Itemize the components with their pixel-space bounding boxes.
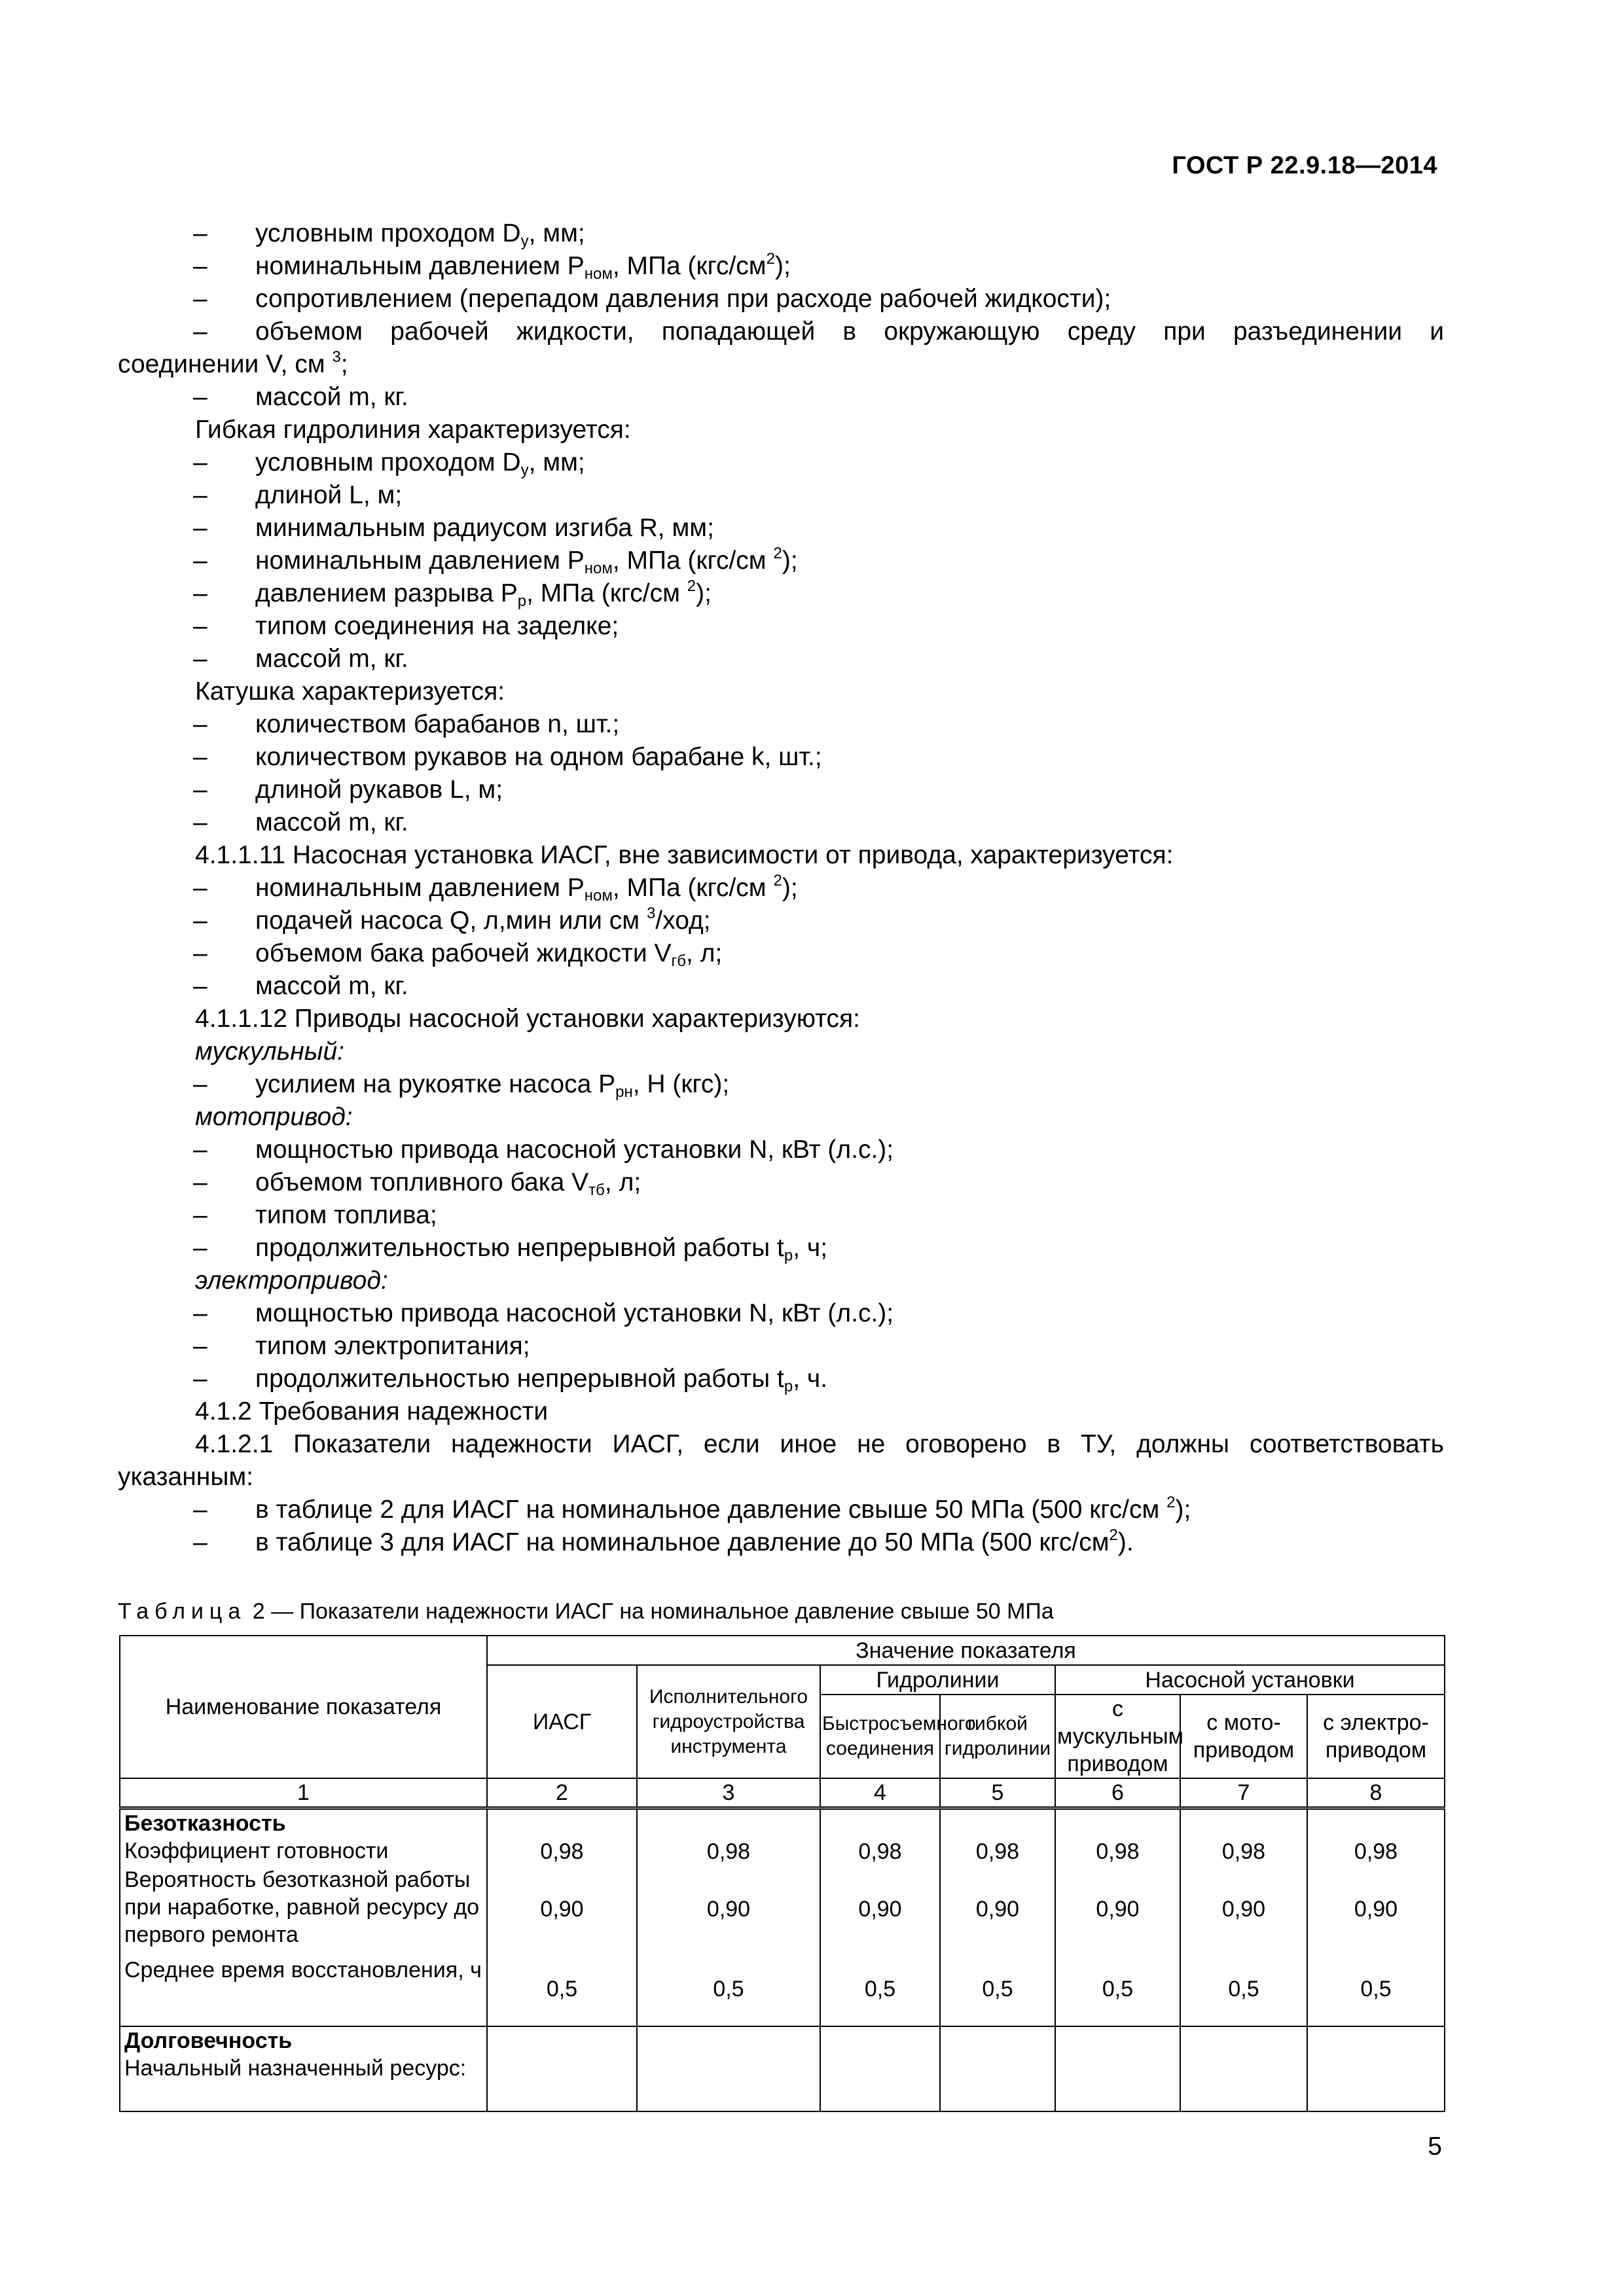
list-item: [118, 479, 1444, 512]
list-item: [118, 545, 1444, 577]
dash: –: [193, 645, 208, 673]
document-code: ГОСТ Р 22.9.18—2014: [1172, 152, 1437, 179]
subscript: р: [784, 1378, 793, 1395]
item-text: , л;: [686, 939, 723, 967]
dash: –: [193, 1201, 208, 1229]
value-cell: [637, 2026, 820, 2111]
item-text: , л;: [604, 1168, 641, 1196]
header-motor: с мото-приводом: [1180, 1695, 1307, 1778]
list-item: [118, 741, 1444, 774]
dash: –: [193, 579, 208, 607]
item-text: усилием на рукоятке насоса Р: [255, 1070, 616, 1098]
drive-label: электропривод:: [195, 1266, 388, 1295]
value-cell: 0,98 0,90 0,5: [1307, 1808, 1445, 2027]
column-number: 7: [1180, 1778, 1307, 1808]
item-text: , мм;: [528, 219, 585, 247]
value-cell: 0,98 0,90 0,5: [820, 1808, 940, 2027]
section-title: 4.1.1.12 Приводы насосной установки характеризуются:: [195, 1005, 860, 1033]
value-cell: [820, 2026, 940, 2111]
list-item: [118, 806, 1444, 839]
dash: –: [193, 448, 208, 476]
list-item: [118, 1232, 1444, 1265]
column-number-row: [120, 1778, 1445, 1808]
subscript: тб: [588, 1181, 605, 1199]
item-text: , ч.: [793, 1365, 828, 1393]
item-text: продолжительностью непрерывной работы t: [255, 1365, 784, 1393]
header-hydrolines: Гидролинии: [820, 1665, 1055, 1695]
column-number: 4: [820, 1778, 940, 1808]
list-item: [118, 708, 1444, 741]
section-title: Долговечность: [124, 2028, 293, 2053]
section-title: Гибкая гидролиния характеризуется:: [195, 416, 631, 444]
header-name: Наименование показателя: [120, 1636, 487, 1778]
value-cell: [1180, 2026, 1307, 2111]
item-text: подачей насоса Q, л,мин или см: [255, 906, 647, 935]
item-text: массой m, кг.: [255, 645, 408, 673]
item-text: , ч;: [793, 1234, 828, 1262]
list-item: [118, 872, 1444, 905]
item-text: массой m, кг.: [255, 972, 408, 1000]
list-item: [118, 774, 1444, 806]
reliability-table: [119, 1635, 1445, 2112]
subscript: ном: [584, 887, 613, 905]
value-cell: 0,98 0,90 0,5: [940, 1808, 1055, 2027]
column-number: 8: [1307, 1778, 1445, 1808]
dash: –: [193, 547, 208, 575]
item-text: объемом рабочей жидкости, попадающей в окружающую среду при разъединении и: [255, 317, 1444, 346]
header-iasg: ИАСГ: [487, 1665, 637, 1778]
item-text: мощностью привода насосной установки N, кВт (л.с.);: [255, 1299, 894, 1327]
subscript: у: [520, 461, 529, 479]
paragraph-first-line: 4.1.2.1 Показатели надежности ИАСГ, если иное не оговорено в ТУ, должны соответствовать: [195, 1430, 1444, 1458]
dash: –: [193, 808, 208, 836]
table-row: [120, 2026, 1445, 2111]
value-cell: 0,98 0,90 0,5: [1180, 1808, 1307, 2027]
subscript: у: [520, 232, 529, 250]
dash: –: [193, 1136, 208, 1164]
list-item: [118, 217, 1444, 250]
item-text: длиной рукавов L, м;: [255, 776, 503, 804]
list-item: [118, 315, 1444, 348]
dash: –: [193, 383, 208, 411]
dash: –: [193, 317, 208, 346]
dash: –: [193, 1168, 208, 1196]
value-cell: 0,98 0,90 0,5: [1055, 1808, 1180, 2027]
dash: –: [193, 776, 208, 804]
list-item: [118, 1166, 1444, 1199]
list-item: [118, 905, 1444, 937]
item-text: , МПа (кгс/см: [612, 547, 774, 575]
page-number: 5: [1428, 2132, 1442, 2161]
item-text: соединении V, см: [118, 350, 333, 378]
caption-label: Таблица: [118, 1599, 247, 1624]
superscript: 2: [1166, 1494, 1176, 1511]
list-item: [118, 937, 1444, 970]
column-number: 6: [1055, 1778, 1180, 1808]
header-manual: с мускульным приводом: [1055, 1695, 1180, 1778]
row-name-text: Вероятность безотказной работы при наработке, равной ресурсу до первого ремонта: [124, 1867, 480, 1947]
column-number: 2: [487, 1778, 637, 1808]
item-text: длиной L, м;: [255, 481, 403, 509]
table-caption: [118, 1599, 1054, 1624]
header-electric: с электро-приводом: [1307, 1695, 1445, 1778]
superscript: 3: [646, 905, 656, 922]
item-text: в таблице 3 для ИАСГ на номинальное давление до 50 МПа (500 кгс/см: [255, 1528, 1110, 1556]
list-item: [118, 446, 1444, 479]
item-text: ).: [1117, 1528, 1134, 1556]
row-name-text: Коэффициент готовности: [124, 1839, 389, 1863]
dash: –: [193, 1299, 208, 1327]
caption-text: — Показатели надежности ИАСГ на номинальное давление свыше 50 МПа: [264, 1599, 1054, 1624]
item-text: объемом бака рабочей жидкости V: [255, 939, 672, 967]
item-text: , Н (кгс);: [632, 1070, 730, 1098]
list-item: [118, 250, 1444, 283]
item-text: );: [782, 547, 798, 575]
item-text: количеством рукавов на одном барабане k, шт.;: [255, 743, 822, 771]
item-text: номинальным давлением Р: [255, 874, 585, 902]
item-text: );: [782, 874, 798, 902]
dash: –: [193, 219, 208, 247]
item-text: продолжительностью непрерывной работы t: [255, 1234, 784, 1262]
subscript: рн: [615, 1083, 633, 1101]
row-name-text: Начальный назначенный ресурс:: [124, 2056, 467, 2081]
drive-label: мотопривод:: [195, 1103, 353, 1131]
superscript: 3: [332, 348, 341, 366]
list-item: [118, 577, 1444, 610]
caption-number: 2: [252, 1599, 265, 1624]
item-text: типом топлива;: [255, 1201, 437, 1229]
item-text: ;: [340, 350, 348, 378]
item-text: массой m, кг.: [255, 383, 408, 411]
list-item: [118, 1330, 1444, 1363]
dash: –: [193, 1528, 208, 1556]
header-flexible: гибкой гидролинии: [940, 1695, 1055, 1778]
drive-label: мускульный:: [195, 1037, 344, 1066]
paragraph-continuation: указанным:: [118, 1463, 253, 1491]
item-text: объемом топливного бака V: [255, 1168, 589, 1196]
item-text: );: [696, 579, 712, 607]
section-title: Катушка характеризуется:: [195, 677, 505, 706]
dash: –: [193, 906, 208, 935]
header-quick: Быстросъемного соединения: [820, 1695, 940, 1778]
dash: –: [193, 1365, 208, 1393]
subscript: ном: [584, 560, 613, 577]
table-header-row: [120, 1636, 1445, 1665]
list-item: [118, 381, 1444, 414]
item-text: номинальным давлением Р: [255, 547, 585, 575]
item-text: условным проходом D: [255, 219, 521, 247]
value-cell: 0,98 0,90 0,5: [487, 1808, 637, 2027]
header-pump-group: Насосной установки: [1055, 1665, 1445, 1695]
section-title: 4.1.1.11 Насосная установка ИАСГ, вне зависимости от привода, характеризуется:: [195, 841, 1174, 869]
item-text: , МПа (кгс/см: [612, 252, 767, 280]
header-value-group: Значение показателя: [487, 1636, 1445, 1665]
item-text: , МПа (кгс/см: [526, 579, 687, 607]
list-item: [118, 1199, 1444, 1232]
section-title: Безотказность: [124, 1811, 286, 1836]
dash: –: [193, 252, 208, 280]
dash: –: [193, 285, 208, 313]
dash: –: [193, 972, 208, 1000]
item-text: сопротивлением (перепадом давления при расходе рабочей жидкости);: [255, 285, 1111, 313]
item-text: /ход;: [655, 906, 711, 935]
item-text: , МПа (кгс/см: [612, 874, 774, 902]
item-text: , мм;: [528, 448, 585, 476]
item-text: давлением разрыва Р: [255, 579, 518, 607]
value-cell: 0,98 0,90 0,5: [637, 1808, 820, 2027]
value-cell: [1055, 2026, 1180, 2111]
dash: –: [193, 1070, 208, 1098]
list-item: [118, 1494, 1444, 1526]
section-title: 4.1.2 Требования надежности: [195, 1397, 549, 1426]
list-item: [118, 643, 1444, 675]
item-text: условным проходом D: [255, 448, 521, 476]
dash: –: [193, 874, 208, 902]
column-number: 1: [120, 1778, 487, 1808]
item-text: );: [774, 252, 791, 280]
table-row: [120, 1808, 1445, 2027]
item-text: массой m, кг.: [255, 808, 408, 836]
header-executive: Исполнительного гидроустройства инструмента: [637, 1665, 820, 1778]
list-item: [118, 512, 1444, 545]
list-item: [118, 1363, 1444, 1395]
item-text: минимальным радиусом изгиба R, мм;: [255, 514, 714, 542]
subscript: р: [784, 1247, 793, 1265]
item-text: типом электропитания;: [255, 1332, 530, 1360]
item-text: );: [1175, 1496, 1191, 1524]
row-name: [120, 1808, 487, 2027]
item-text: мощностью привода насосной установки N, кВт (л.с.);: [255, 1136, 894, 1164]
column-number: 3: [637, 1778, 820, 1808]
superscript: 2: [766, 250, 775, 268]
row-name-text: Среднее время восстановления, ч: [124, 1958, 482, 1982]
item-text: типом соединения на заделке;: [255, 612, 619, 640]
subscript: гб: [671, 952, 687, 970]
dash: –: [193, 1496, 208, 1524]
row-name: [120, 2026, 487, 2111]
dash: –: [193, 612, 208, 640]
document-body: [118, 217, 1444, 1559]
superscript: 2: [773, 545, 782, 562]
dash: –: [193, 710, 208, 738]
list-item: [118, 610, 1444, 643]
column-number: 5: [940, 1778, 1055, 1808]
list-item: [118, 970, 1444, 1003]
list-item: [118, 1297, 1444, 1330]
item-text: в таблице 2 для ИАСГ на номинальное давление свыше 50 МПа (500 кгс/см: [255, 1496, 1167, 1524]
dash: –: [193, 1234, 208, 1262]
item-text: количеством барабанов n, шт.;: [255, 710, 620, 738]
list-item: [118, 283, 1444, 315]
superscript: 2: [1109, 1526, 1118, 1544]
value-cell: [487, 2026, 637, 2111]
subscript: ном: [584, 265, 613, 283]
list-item: [118, 1068, 1444, 1101]
superscript: 2: [773, 872, 782, 889]
list-item: [118, 1134, 1444, 1166]
value-cell: [1307, 2026, 1445, 2111]
dash: –: [193, 481, 208, 509]
value-cell: [940, 2026, 1055, 2111]
list-item: [118, 1526, 1444, 1559]
list-item-continuation: [118, 348, 1444, 381]
dash: –: [193, 939, 208, 967]
dash: –: [193, 514, 208, 542]
item-text: номинальным давлением Р: [255, 252, 585, 280]
dash: –: [193, 743, 208, 771]
subscript: р: [517, 592, 527, 610]
dash: –: [193, 1332, 208, 1360]
superscript: 2: [687, 577, 696, 595]
